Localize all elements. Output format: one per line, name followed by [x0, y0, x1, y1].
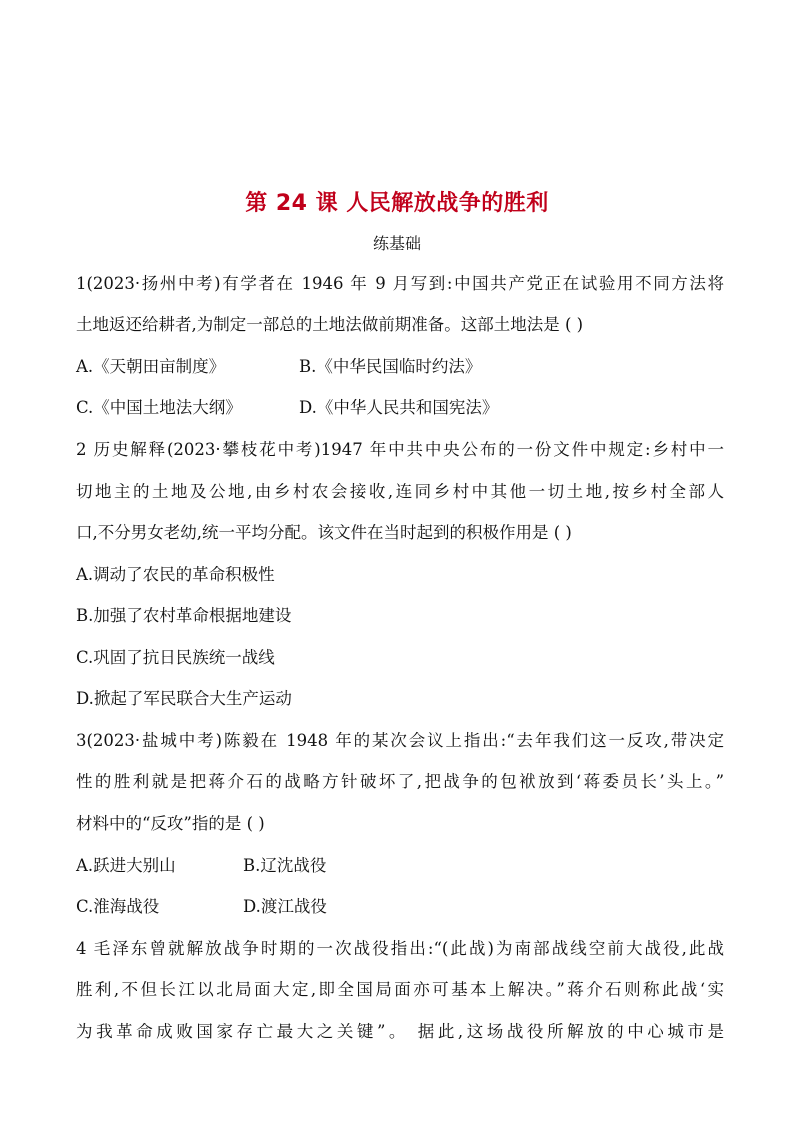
- q1-option-d: D.《中华人民共和国宪法》: [299, 398, 499, 417]
- q4-line-3: 为我革命成败国家存亡最大之关键”。 据此,这场战役所解放的中心城市是: [76, 1022, 724, 1041]
- q4-line-2: 胜利,不但长江以北局面大定,即全国局面亦可基本上解决。”蒋介石则称此战‘实: [76, 980, 724, 999]
- q4-line-1: 4 毛泽东曾就解放战争时期的一次战役指出:“(此战)为南部战线空前大战役,此战: [76, 939, 724, 958]
- q3-line-1: 3(2023·盐城中考)陈毅在 1948 年的某次会议上指出:“去年我们这一反攻,带决定: [76, 731, 724, 750]
- q2-line-1: 2 历史解释(2023·攀枝花中考)1947 年中共中央公布的一份文件中规定:乡村中一: [76, 440, 724, 459]
- q2-option-c: C.巩固了抗日民族统一战线: [76, 648, 275, 667]
- q2-line-2: 切地主的土地及公地,由乡村农会接收,连同乡村中其他一切土地,按乡村全部人: [76, 482, 724, 501]
- q2-option-d: D.掀起了军民联合大生产运动: [76, 689, 292, 708]
- q3-option-c: C.淮海战役: [76, 897, 160, 916]
- page-title: 第 24 课 人民解放战争的胜利: [245, 191, 549, 216]
- q1-line-1: 1(2023·扬州中考)有学者在 1946 年 9 月写到:中国共产党正在试验用不同方法将: [76, 274, 724, 293]
- section-subtitle: 练基础: [372, 234, 421, 253]
- q3-option-b: B.辽沈战役: [243, 856, 327, 875]
- q3-option-a: A.跃进大别山: [76, 856, 176, 875]
- q1-line-2: 土地返还给耕者,为制定一部总的土地法做前期准备。这部土地法是 ( ): [76, 315, 584, 334]
- q2-option-b: B.加强了农村革命根据地建设: [76, 606, 292, 625]
- q3-line-2: 性的胜利就是把蒋介石的战略方针破坏了,把战争的包袱放到‘蒋委员长’头上。”: [76, 772, 724, 791]
- q2-line-3: 口,不分男女老幼,统一平均分配。该文件在当时起到的积极作用是 ( ): [76, 523, 572, 542]
- q1-option-a: A.《天朝田亩制度》: [76, 357, 226, 376]
- q1-option-b: B.《中华民国临时约法》: [299, 357, 482, 376]
- q2-option-a: A.调动了农民的革命积极性: [76, 565, 275, 584]
- q1-option-c: C.《中国土地法大纲》: [76, 398, 242, 417]
- q3-option-d: D.渡江战役: [243, 897, 327, 916]
- q3-line-3: 材料中的“反攻”指的是 ( ): [76, 814, 265, 833]
